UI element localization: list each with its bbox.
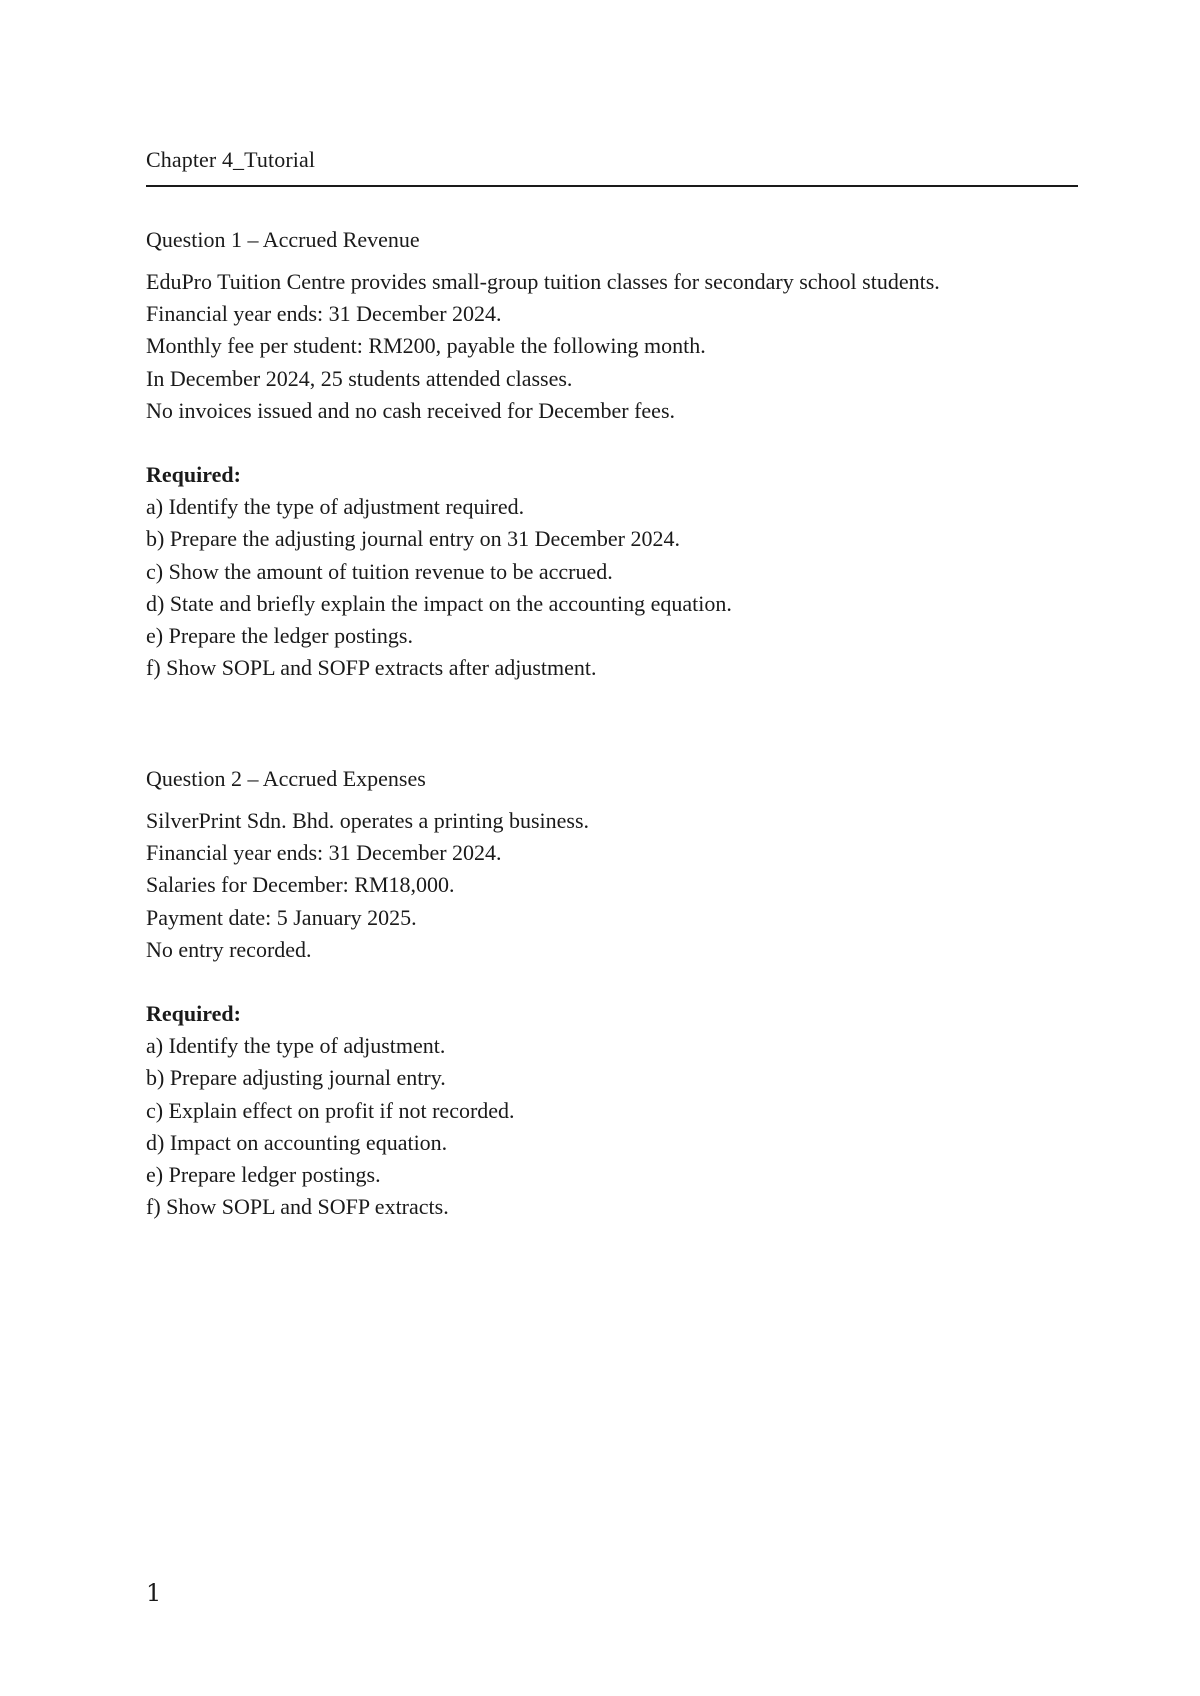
question-1-body-line: No invoices issued and no cash received for December fees. (146, 397, 676, 423)
question-1-title: Question 1 – Accrued Revenue (146, 227, 420, 252)
question-2-body-line: No entry recorded. (146, 936, 312, 962)
question-1-required-item: f) Show SOPL and SOFP extracts after adjustment. (146, 655, 597, 681)
page-header-title: Chapter 4_Tutorial (146, 147, 316, 172)
question-1-required-item: a) Identify the type of adjustment required. (146, 494, 525, 520)
question-2-required-item: f) Show SOPL and SOFP extracts. (146, 1194, 449, 1220)
question-2-required-item: b) Prepare adjusting journal entry. (146, 1065, 446, 1091)
question-2-body-line: SilverPrint Sdn. Bhd. operates a printing business. (146, 808, 590, 833)
question-1-required-label: Required: (146, 461, 241, 487)
question-2-body-line: Salaries for December: RM18,000. (146, 872, 455, 898)
question-2-section (146, 765, 1106, 1223)
question-2-body-line: Financial year ends: 31 December 2024. (146, 840, 502, 866)
question-1-body (146, 266, 1106, 684)
question-2-body-line: Payment date: 5 January 2025. (146, 904, 417, 930)
question-1-required-item: b) Prepare the adjusting journal entry on 31 December 2024. (146, 526, 680, 552)
header-divider (146, 185, 1078, 187)
question-2-required-item: e) Prepare ledger postings. (146, 1161, 381, 1187)
question-1-body-line: EduPro Tuition Centre provides small-group tuition classes for secondary school students. (146, 269, 940, 294)
question-1-section (146, 226, 1106, 684)
question-1-body-line: Monthly fee per student: RM200, payable the following month. (146, 333, 706, 359)
question-2-title: Question 2 – Accrued Expenses (146, 766, 426, 791)
question-1-required-item: d) State and briefly explain the impact on the accounting equation. (146, 590, 732, 616)
question-2-body (146, 805, 1106, 1223)
question-1-body-line: Financial year ends: 31 December 2024. (146, 301, 502, 327)
question-1-required-item: c) Show the amount of tuition revenue to be accrued. (146, 558, 613, 584)
page-number: 1 (146, 1579, 162, 1607)
question-1-body-line: In December 2024, 25 students attended classes. (146, 365, 573, 391)
question-1-required-item: e) Prepare the ledger postings. (146, 622, 413, 648)
question-2-required-item: c) Explain effect on profit if not recorded. (146, 1097, 515, 1123)
question-2-required-item: a) Identify the type of adjustment. (146, 1033, 446, 1059)
question-2-required-label: Required: (146, 1000, 241, 1026)
question-2-required-item: d) Impact on accounting equation. (146, 1129, 448, 1155)
